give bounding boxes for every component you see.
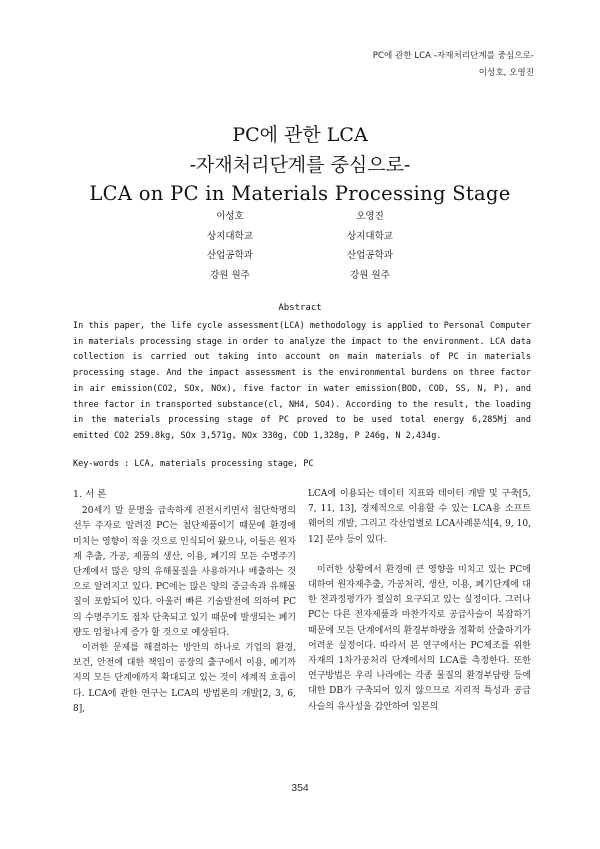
author-name: 이성호 (216, 211, 244, 222)
body-paragraph: 이러한 상황에서 환경에 큰 영향을 미치고 있는 PC에 대하여 원자재추출, 가공처리, 생산, 이용, 폐기단계에 대한 전과정평가가 절실히 요구되고 있는 실정이다. 그러나 PC는 다른 전자제품과 마찬가지로 공급사슬이 복잡하기 때문에 모든 단계에서의 환경부하량을 정확히 산출하기가 어려운 실정이다. 따라서 본 연구에서는 PC제조를 위한 자재의 1차가공처리 단계에서의 LCA를 측정한다. 또한 연구방법은 우리 나라에는 각종 물질의 환경부담량 등에 대한 DB가 구축되어 있지 않으므로 지리적 특성과 공급사슬의 유사성을 감안하여 일본의 (308, 564, 531, 712)
body-column-right (308, 487, 531, 715)
author-university: 상지대학교 (347, 230, 393, 242)
title-line-1: PC에 관한 LCA (232, 124, 368, 146)
author-department: 산업공학과 (347, 250, 393, 261)
author-1 (150, 207, 310, 285)
author-location: 강원 원주 (210, 269, 250, 281)
section-heading: 1. 서 론 (73, 489, 107, 500)
title-line-2: -자재처리단계를 중심으로- (189, 154, 411, 176)
running-head-authors: 이성호, 오영진 (478, 68, 534, 78)
author-university: 상지대학교 (207, 230, 253, 242)
author-2 (290, 207, 450, 285)
keywords: Key-words : LCA, materials processing stage, PC (73, 459, 314, 469)
author-location: 강원 원주 (350, 269, 390, 281)
abstract-heading: Abstract (278, 303, 322, 313)
body-column-left (73, 487, 296, 717)
body-paragraph: 20세기 말 문명을 급속하게 진전시키면서 첨단학명의 선두 주자로 알려진 PC는 첨단제품이기 때문에 환경에 미치는 영향이 적을 것으로 인식되어 왔으나, 이들은 원자재 추출, 가공, 제품의 생산, 이용, 폐기의 모든 수명주기단계에서 많은 양의 유해물질을 사용하거나 배출하는 것으로 알려지고 있다. PC에는 많은 양의 중금속과 유해물질이 포함되어 있다. 아울러 빠른 기술발전에 의하여 PC의 수명주기도 점차 단축되고 있기 때문에 발생되는 폐기량도 엄청나게 증가 할 것으로 예상된다. (73, 506, 296, 638)
running-head (373, 48, 534, 82)
author-name: 오영진 (356, 211, 384, 222)
abstract-text: In this paper, the life cycle assessment(LCA) methodology is applied to Personal Computer in materials processing stage in order to analyze the impact to the environment. LCA data collection is carried out taking into account on main materials of PC in materials processing stage. And the impact assessment is the environmental burdens on three factor in air emission(CO2, SOx, NOx), five factor in water emission(BOD, COD, SS, N, P), and three factor in transported substance(cl, NH4, SO4). According to the result, the loading in the materials processing stage of PC proved to be used total energy 6,285Mj and emitted CO2 259.8kg, SOx 3,571g, NOx 330g, COD 1,328g, P 246g, N 2,434g. (73, 321, 531, 441)
page-number: 354 (291, 782, 309, 794)
title-english: LCA on PC in Materials Processing Stage (89, 182, 511, 205)
body-paragraph: LCA에 이용되는 데이터 지표와 데이터 개발 및 구축[5, 7, 11, 13], 경제적으로 이용할 수 있는 LCA용 소프트 웨어의 개발, 그리고 각산업별로 LCA사례분석[4, 9, 10, 12] 분야 등이 있다. (308, 489, 531, 545)
author-department: 산업공학과 (207, 250, 253, 261)
body-paragraph: 이러한 문제를 해결하는 방안의 하나로 기업의 환경, 보건, 안전에 대한 책임이 공장의 출구에서 이용, 폐기까지의 모든 단계에까지 확대되고 있는 것이 세계적 흐름이다. LCA에 관한 연구는 LCA의 방법론의 개발[2, 3, 6, 8], (73, 643, 296, 714)
running-head-title: PC에 관한 LCA -자재처리단계를 중심으로- (372, 51, 534, 61)
